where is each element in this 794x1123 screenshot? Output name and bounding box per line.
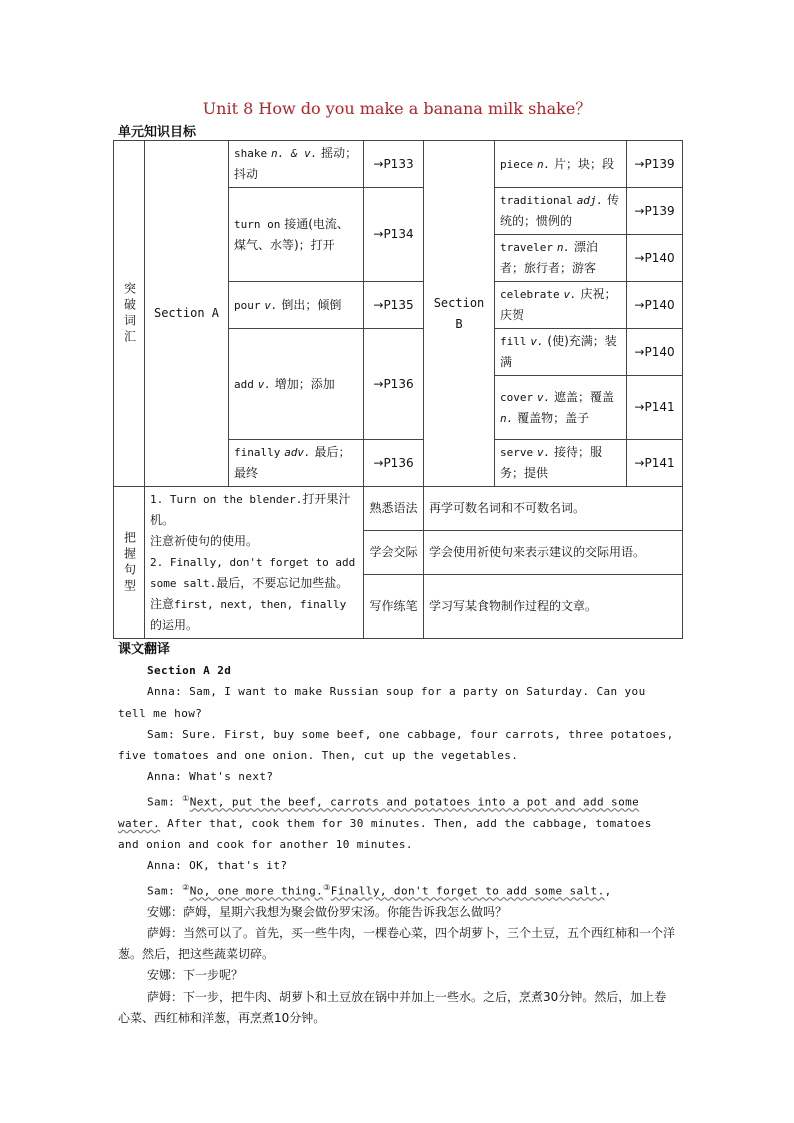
vocab-b-ref: →P141 [627,376,683,440]
dialogue-line: Anna: Sam, I want to make Russian soup for a party on Saturday. Can you tell me how? [118,685,646,720]
vocab-b-entry: traveler n. 漂泊者；旅行者；游客 [495,235,627,282]
vocab-a-entry: turn on 接通(电流、煤气、水等)；打开 [229,188,364,282]
vocab-a-entry: finally adv. 最后；最终 [229,440,364,487]
dialogue-line-cn: 安娜：萨姆，星期六我想为聚会做份罗宋汤。你能告诉我怎么做吗？ [147,904,508,919]
section-b-label: Section B [424,141,495,487]
translation-heading: 课文翻译 [118,642,171,657]
vocab-row-label: 突破词汇 [114,141,145,487]
vocab-b-ref: →P139 [627,141,683,188]
page-title: Unit 8 How do you make a banana milk shake？ [202,99,592,118]
vocab-b-entry: serve v. 接待；服务；提供 [495,440,627,487]
vocab-b-ref: →P140 [627,235,683,282]
vocab-b-ref: →P139 [627,188,683,235]
dialogue-line: Anna: What's next? [147,770,274,784]
goal-text: 学会使用祈使句来表示建议的交际用语。 [424,531,683,575]
translation-subheading: Section A 2d [147,664,232,677]
vocab-b-entry: cover v. 遮盖；覆盖 n. 覆盖物；盖子 [495,376,627,440]
vocab-b-entry: traditional adj. 传统的；惯例的 [495,188,627,235]
dialogue-line-cn: 萨姆：下一步，把牛肉、胡萝卜和土豆放在锅中并加上一些水。之后，烹煮30分钟。然后，加上卷心菜、西红柿和洋葱，再烹煮10分钟。 [118,989,667,1026]
goal-text: 学习写某食物制作过程的文章。 [424,575,683,639]
goal-label: 学会交际 [364,531,424,575]
vocab-a-entry: shake n. & v. 摇动；抖动 [229,141,364,188]
vocab-a-entry: pour v. 倒出；倾倒 [229,282,364,329]
dialogue-line: Sam: ②No, one more thing.③Finally, don't forget to add some salt., [147,882,612,898]
sentences-row-label: 把握句型 [114,487,145,639]
vocab-a-ref: →P135 [364,282,424,329]
vocab-b-entry: piece n. 片；块；段 [495,141,627,188]
section-a-label: Section A [145,141,229,487]
vocab-b-entry: celebrate v. 庆祝；庆贺 [495,282,627,329]
vocab-b-ref: →P141 [627,440,683,487]
vocab-a-ref: →P134 [364,188,424,282]
dialogue-line: Sam: Sure. First, buy some beef, one cabbage, four carrots, three potatoes, five tomatoes and one onion. Then, cut up the vegetables. [118,727,674,763]
vocab-a-ref: →P136 [364,440,424,487]
dialogue-line: Sam: ①Next, put the beef, carrots and potatoes into a pot and add some water. After that, cook them for 30 minutes. Then, add the cabbage, tomatoes and onion and cook for another 10 minutes. [118,793,652,852]
dialogue-line-cn: 安娜：下一步呢？ [147,968,244,983]
vocab-b-ref: →P140 [627,282,683,329]
goal-text: 再学可数名词和不可数名词。 [424,487,683,531]
vocab-a-ref: →P136 [364,329,424,440]
translation-body [118,660,678,1029]
vocab-a-entry: add v. 增加；添加 [229,329,364,440]
sentence-patterns-cell: 1. Turn on the blender.打开果汁机。 注意祈使句的使用。 2. Finally, don't forget to add some salt.最后，不要忘记加些盐。 注意first, next, then, finally的运用。 [145,487,364,639]
goal-label: 熟悉语法 [364,487,424,531]
vocab-b-entry: fill v. (使)充满；装满 [495,329,627,376]
unit-goals-label: 单元知识目标 [118,125,197,140]
vocab-a-ref: →P133 [364,141,424,188]
vocab-b-ref: →P140 [627,329,683,376]
knowledge-goals-table [113,140,683,639]
dialogue-line-cn: 萨姆：当然可以了。首先，买一些牛肉，一棵卷心菜，四个胡萝卜，三个土豆，五个西红柿和一个洋葱。然后，把这些蔬菜切碎。 [118,925,676,962]
dialogue-line: Anna: OK, that's it? [147,859,288,873]
goal-label: 写作练笔 [364,575,424,639]
